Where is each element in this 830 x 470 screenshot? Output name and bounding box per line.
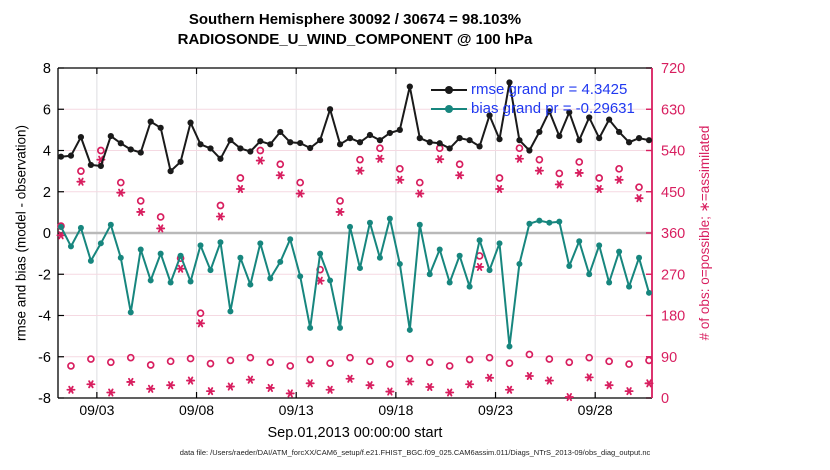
obs-possible-marker	[357, 157, 363, 163]
obs-possible-marker	[636, 184, 642, 190]
rmse-point	[58, 154, 64, 160]
obs-possible-marker	[217, 203, 223, 209]
bias-point	[407, 327, 413, 333]
obs-possible-marker	[467, 357, 473, 363]
obs-assimilated-marker	[456, 172, 463, 178]
bias-point	[377, 255, 383, 261]
obs-possible-marker	[586, 355, 592, 361]
right-tick-label: 360	[661, 226, 686, 242]
rmse-point	[626, 139, 632, 145]
rmse-point	[187, 120, 193, 126]
obs-assimilated-marker	[625, 388, 632, 394]
bias-point	[387, 216, 393, 222]
bias-point	[576, 238, 582, 244]
rmse-point	[367, 132, 373, 138]
obs-assimilated-marker	[137, 209, 144, 215]
rmse-point	[138, 149, 144, 155]
bias-point	[178, 253, 184, 259]
title-line-2: RADIOSONDE_U_WIND_COMPONENT @ 100 hPa	[177, 31, 533, 48]
rmse-point	[457, 135, 463, 141]
bias-point	[128, 309, 134, 315]
obs-assimilated-marker	[247, 377, 254, 383]
rmse-point	[207, 145, 213, 151]
rmse-point	[616, 129, 622, 135]
left-tick-label: 8	[42, 61, 51, 77]
bias-point	[118, 255, 124, 261]
obs-possible-marker	[267, 359, 273, 365]
x-tick-label: 09/13	[278, 402, 314, 418]
obs-possible-marker	[78, 168, 84, 174]
bias-point	[297, 273, 303, 279]
left-tick-label: 2	[42, 184, 51, 201]
bias-point	[98, 240, 104, 246]
bias-point	[427, 271, 433, 277]
right-tick-label: 630	[661, 102, 686, 119]
rmse-point	[287, 139, 293, 145]
bias-point	[247, 282, 253, 288]
rmse-point	[108, 133, 114, 139]
obs-assimilated-marker	[227, 383, 234, 389]
bias-point	[78, 225, 84, 231]
bias-point	[497, 240, 503, 246]
rmse-point	[536, 129, 542, 135]
rmse-point	[148, 119, 154, 125]
obs-possible-marker	[497, 175, 503, 181]
rmse-point	[237, 145, 243, 151]
obs-assimilated-marker	[496, 186, 503, 192]
bias-point	[188, 278, 194, 284]
obs-assimilated-marker	[556, 181, 563, 187]
rmse-point	[317, 137, 323, 143]
obs-assimilated-marker	[187, 377, 194, 383]
bias-point	[516, 261, 522, 267]
bias-point	[58, 224, 64, 230]
obs-assimilated-marker	[287, 390, 294, 396]
left-tick-label: -8	[38, 391, 51, 407]
obs-possible-marker	[247, 355, 253, 361]
bias-point	[417, 222, 423, 228]
obs-possible-marker	[616, 166, 622, 172]
rmse-point	[636, 135, 642, 141]
legend-label-bias: bias grand pr = -0.29631	[471, 100, 635, 117]
obs-assimilated-marker	[167, 382, 174, 388]
obs-assimilated-marker	[217, 213, 224, 219]
bias-point	[646, 290, 652, 296]
data-file-path: data file: /Users/raeder/DAI/ATM_forcXX/CAM6_setup/f.e21.FHIST_BGC.f09_025.CAM6assim.011/Diags_NTrS_2013-09/obs_diag_output.nc	[179, 448, 651, 457]
obs-assimilated-marker	[147, 386, 154, 392]
obs-possible-marker	[397, 166, 403, 172]
rmse-point	[387, 130, 393, 136]
obs-possible-marker	[68, 363, 74, 369]
obs-possible-marker	[427, 359, 433, 365]
bias-point	[526, 221, 532, 227]
rmse-point	[417, 135, 423, 141]
bias-point	[88, 258, 94, 264]
obs-assimilated-marker	[546, 377, 553, 383]
bias-point	[237, 255, 243, 261]
legend-row-rmse	[431, 80, 635, 99]
obs-assimilated-marker	[257, 157, 264, 163]
rmse-point	[158, 125, 164, 131]
right-axis-label: # of obs: o=possible; ∗=assimilated	[697, 125, 712, 341]
bias-point	[337, 325, 343, 331]
bias-point	[447, 280, 453, 286]
rmse-point	[467, 137, 473, 143]
obs-assimilated-marker	[366, 382, 373, 388]
legend-label-rmse: rmse grand pr = 4.3425	[471, 81, 628, 98]
obs-assimilated-marker	[536, 168, 543, 174]
rmse-point	[297, 140, 303, 146]
rmse-point	[407, 83, 413, 89]
obs-assimilated-marker	[307, 380, 314, 386]
obs-assimilated-marker	[277, 172, 284, 178]
obs-possible-marker	[237, 175, 243, 181]
obs-assimilated-marker	[267, 385, 274, 391]
rmse-point	[516, 137, 522, 143]
bias-point	[168, 280, 174, 286]
obs-assimilated-marker	[77, 179, 84, 185]
rmse-point	[257, 138, 263, 144]
obs-possible-marker	[287, 363, 293, 369]
right-tick-label: 180	[661, 308, 686, 325]
rmse-point	[556, 133, 562, 139]
rmse-point	[526, 147, 532, 153]
obs-possible-marker	[168, 358, 174, 364]
obs-assimilated-marker	[326, 387, 333, 393]
obs-possible-marker	[367, 358, 373, 364]
right-tick-label: 270	[661, 267, 686, 284]
obs-assimilated-marker	[466, 381, 473, 387]
obs-assimilated-marker	[486, 375, 493, 381]
right-tick-label: 540	[661, 143, 686, 160]
bias-point	[586, 271, 592, 277]
bias-point	[68, 243, 74, 249]
bias-point	[467, 284, 473, 290]
obs-assimilated-marker	[177, 266, 184, 272]
rmse-point	[596, 135, 602, 141]
legend-row-bias	[431, 99, 635, 118]
obs-possible-marker	[566, 359, 572, 365]
title-line-1: Southern Hemisphere 30092 / 30674 = 98.103%	[188, 11, 522, 28]
left-tick-label: 4	[42, 143, 51, 160]
obs-assimilated-marker	[197, 320, 204, 326]
rmse-point	[277, 129, 283, 135]
rmse-point	[168, 168, 174, 174]
obs-possible-marker	[626, 361, 632, 367]
x-tick-label: 09/03	[79, 402, 115, 418]
obs-assimilated-marker	[87, 381, 94, 387]
obs-assimilated-marker	[406, 378, 413, 384]
bias-point	[397, 261, 403, 267]
rmse-point	[88, 162, 94, 168]
obs-possible-marker	[506, 360, 512, 366]
obs-possible-marker	[307, 357, 313, 363]
obs-assimilated-marker	[336, 209, 343, 215]
bias-point	[546, 220, 552, 226]
bias-point	[636, 255, 642, 261]
right-tick-label: 90	[661, 349, 678, 366]
left-tick-label: -4	[38, 308, 51, 325]
bias-point	[277, 259, 283, 265]
obs-possible-marker	[457, 161, 463, 167]
rmse-point	[377, 137, 383, 143]
rmse-point	[337, 141, 343, 147]
rmse-point	[447, 145, 453, 151]
obs-assimilated-marker	[386, 388, 393, 394]
obs-assimilated-marker	[576, 170, 583, 176]
rmse-line-swatch	[431, 85, 467, 95]
left-tick-label: -6	[38, 349, 51, 366]
obs-possible-marker	[606, 358, 612, 364]
bias-point	[596, 242, 602, 248]
obs-assimilated-marker	[237, 186, 244, 192]
rmse-point	[496, 136, 502, 142]
bias-point	[357, 265, 363, 271]
bias-point	[207, 267, 213, 273]
obs-assimilated-marker	[117, 190, 124, 196]
obs-assimilated-marker	[426, 384, 433, 390]
obs-assimilated-marker	[356, 168, 363, 174]
x-tick-label: 09/08	[179, 402, 215, 418]
bias-point	[257, 240, 263, 246]
bias-point	[477, 237, 483, 243]
rmse-point	[307, 145, 313, 151]
obs-assimilated-marker	[396, 177, 403, 183]
bias-point	[148, 277, 154, 283]
left-axis-label: rmse and bias (model - observation)	[13, 124, 29, 342]
obs-possible-marker	[536, 157, 542, 163]
obs-assimilated-marker	[207, 388, 214, 394]
left-tick-label: 0	[42, 226, 51, 242]
right-tick-label: 450	[661, 184, 686, 201]
rmse-point	[68, 153, 74, 159]
obs-possible-marker	[337, 198, 343, 204]
obs-assimilated-marker	[127, 379, 134, 385]
obs-possible-marker	[227, 357, 233, 363]
obs-possible-marker	[128, 355, 134, 361]
bias-point	[198, 242, 204, 248]
x-tick-label: 09/18	[378, 402, 414, 418]
obs-possible-marker	[138, 198, 144, 204]
bias-point	[347, 224, 353, 230]
obs-assimilated-marker	[67, 387, 74, 393]
bias-point	[158, 251, 164, 257]
obs-possible-marker	[277, 161, 283, 167]
obs-possible-marker	[158, 214, 164, 220]
bias-point	[506, 343, 512, 349]
rmse-point	[247, 148, 253, 154]
bias-point	[108, 222, 114, 228]
bias-point	[437, 247, 443, 253]
right-tick-label: 0	[661, 391, 670, 407]
bias-line-swatch	[431, 104, 467, 114]
bias-point	[138, 247, 144, 253]
bias-point	[536, 218, 542, 224]
obs-assimilated-marker	[516, 156, 523, 162]
obs-assimilated-marker	[506, 387, 513, 393]
obs-possible-marker	[387, 361, 393, 367]
rmse-point	[227, 137, 233, 143]
bias-point	[566, 263, 572, 269]
obs-assimilated-marker	[616, 177, 623, 183]
bias-point	[307, 325, 313, 331]
bias-point	[287, 236, 293, 242]
left-tick-label: 6	[42, 102, 51, 119]
x-axis-label: Sep.01,2013 00:00:00 start	[267, 425, 443, 441]
rmse-point	[118, 140, 124, 146]
obs-possible-marker	[207, 361, 213, 367]
rmse-point	[347, 135, 353, 141]
bias-point	[626, 284, 632, 290]
obs-possible-marker	[417, 180, 423, 186]
obs-assimilated-marker	[596, 186, 603, 192]
rmse-point	[177, 159, 183, 165]
bias-point	[217, 239, 223, 245]
rmse-point	[98, 163, 104, 169]
rmse-point	[78, 134, 84, 140]
obs-assimilated-marker	[436, 156, 443, 162]
right-tick-label: 720	[661, 61, 686, 77]
rmse-point	[576, 137, 582, 143]
bias-point	[606, 280, 612, 286]
bias-point	[616, 249, 622, 255]
obs-possible-marker	[447, 363, 453, 369]
x-tick-label: 09/23	[478, 402, 514, 418]
rmse-point	[476, 143, 482, 149]
obs-possible-marker	[596, 175, 602, 181]
obs-possible-marker	[487, 355, 493, 361]
obs-possible-marker	[327, 360, 333, 366]
obs-possible-marker	[556, 170, 562, 176]
obs-possible-marker	[148, 362, 154, 368]
obs-assimilated-marker	[476, 264, 483, 270]
obs-assimilated-marker	[157, 225, 164, 231]
rmse-point	[357, 139, 363, 145]
rmse-point	[646, 137, 652, 143]
rmse-point	[427, 139, 433, 145]
rmse-point	[128, 146, 134, 152]
obs-assimilated-marker	[566, 394, 573, 400]
obs-assimilated-marker	[586, 374, 593, 380]
rmse-point	[437, 140, 443, 146]
obs-possible-marker	[108, 359, 114, 365]
bias-point	[457, 253, 463, 259]
obs-assimilated-marker	[446, 389, 453, 395]
bias-point	[367, 220, 373, 226]
legend	[431, 80, 635, 118]
bias-point	[227, 308, 233, 314]
rmse-point	[267, 141, 273, 147]
obs-assimilated-marker	[526, 373, 533, 379]
rmse-point	[197, 141, 203, 147]
obs-assimilated-marker	[606, 382, 613, 388]
bias-point	[317, 251, 323, 257]
obs-assimilated-marker	[376, 156, 383, 162]
obs-assimilated-marker	[107, 389, 114, 395]
left-tick-label: -2	[38, 267, 51, 284]
bias-point	[327, 277, 333, 283]
obs-possible-marker	[118, 180, 124, 186]
rmse-point	[397, 127, 403, 133]
obs-assimilated-marker	[346, 376, 353, 382]
bias-point	[556, 219, 562, 225]
obs-assimilated-marker	[635, 195, 642, 201]
obs-possible-marker	[576, 159, 582, 165]
bias-point	[487, 267, 493, 273]
bias-point	[267, 275, 273, 281]
rmse-point	[327, 106, 333, 112]
obs-possible-marker	[297, 180, 303, 186]
x-tick-label: 09/28	[577, 402, 613, 418]
rmse-point	[217, 156, 223, 162]
obs-possible-marker	[347, 355, 353, 361]
